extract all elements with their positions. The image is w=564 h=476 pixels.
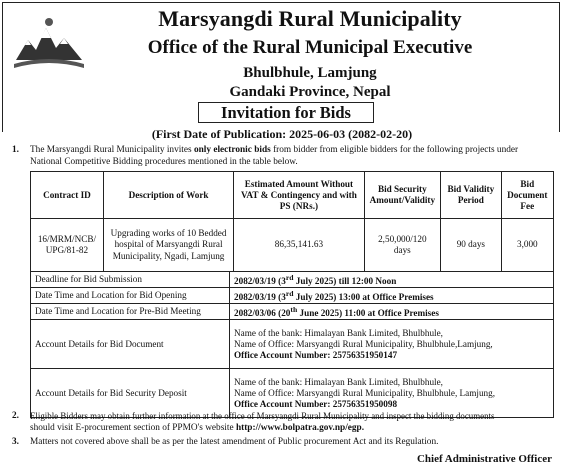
item-1-text-a: The Marsyangdi Rural Municipality invites <box>30 145 194 155</box>
value-sup: th <box>290 305 298 315</box>
header-bid-security: Bid Security Amount/Validity <box>364 172 440 219</box>
item-2-text: Eligible Bidders may obtain further information at the office of Marsyangdi Rural Municipality and inspect the bidding documents <box>30 411 495 421</box>
validity-period: 90 days <box>441 219 502 272</box>
item-2-number: 2. <box>12 411 19 421</box>
account-number: Office Account Number: 25756351950147 <box>234 349 398 360</box>
account-label-bid-document: Account Details for Bid Document <box>31 320 230 369</box>
item-1-text-line-2: National Competitive Bidding procedures mentioned in the table below. <box>30 157 298 167</box>
header-estimated-amount: Estimated Amount Without VAT & Contingency and with PS (NRs.) <box>234 172 364 219</box>
table-row <box>31 304 554 320</box>
office-name: Office of the Rural Municipal Executive <box>147 37 473 58</box>
account-details-bid-document <box>230 320 554 369</box>
value-pre: 2082/03/06 (20 <box>234 308 291 319</box>
document-fee: 3,000 <box>501 219 553 272</box>
bid-security: 2,50,000/120 days <box>364 219 440 272</box>
table-row <box>31 272 554 288</box>
contract-id: 16/MRM/NCB/ UPG/81-82 <box>31 219 104 272</box>
value-pre: 2082/03/19 (3 <box>234 276 286 287</box>
value-post: July 2025) till 12:00 Noon <box>293 276 397 287</box>
egp-link[interactable]: http://www.bolpatra.gov.np/egp. <box>235 423 365 433</box>
item-1-text-c: from bidder from eligible bidders for the following projects under <box>270 145 519 155</box>
location-line-2: Gandaki Province, Nepal <box>229 84 391 100</box>
notice-title: Invitation for Bids <box>198 102 374 123</box>
value-sup: rd <box>285 273 294 282</box>
schedule-label: Deadline for Bid Submission <box>31 272 230 288</box>
header-description: Description of Work <box>103 172 233 219</box>
municipality-emblem-icon <box>10 14 88 70</box>
table-row <box>31 288 554 304</box>
schedule-label: Date Time and Location for Pre-Bid Meeting <box>31 304 230 320</box>
contract-table <box>30 171 554 272</box>
schedule-value <box>230 288 554 304</box>
account-number: Office Account Number: 25756351950098 <box>234 398 398 409</box>
header-contract-id: Contract ID <box>31 172 104 219</box>
table-row <box>31 219 554 272</box>
office-name: Name of Office: Marsyangdi Rural Municipality, Bhulbhule,Lamjung, <box>234 338 493 349</box>
item-2-text-line-2 <box>30 423 556 435</box>
value-pre: 2082/03/19 (3 <box>234 292 286 303</box>
item-1-text-bold: only electronic bids <box>193 145 271 155</box>
municipality-name: Marsyangdi Rural Municipality <box>158 6 462 31</box>
item-3-number: 3. <box>12 437 19 447</box>
schedule-value <box>230 304 554 320</box>
location-line-1: Bhulbhule, Lamjung <box>243 65 377 81</box>
bank-name: Name of the bank: Himalayan Bank Limited, Bhulbhule, <box>234 327 443 338</box>
value-post: July 2025) 13:00 at Office Premises <box>293 292 434 303</box>
estimated-amount: 86,35,141.63 <box>234 219 364 272</box>
signature-title: Chief Administrative Officer <box>416 453 552 465</box>
item-1-text <box>30 145 556 157</box>
bank-name: Name of the bank: Himalayan Bank Limited, Bhulbhule, <box>234 376 443 387</box>
header-validity-period: Bid Validity Period <box>441 172 502 219</box>
schedule-label: Date Time and Location for Bid Opening <box>31 288 230 304</box>
table-row <box>31 320 554 369</box>
publication-date: (First Date of Publication: 2025-06-03 (2082-02-20) <box>151 127 413 141</box>
header-document-fee: Bid Document Fee <box>501 172 553 219</box>
schedule-table <box>30 271 554 418</box>
schedule-value <box>230 272 554 288</box>
value-sup: rd <box>285 289 294 299</box>
item-2-text-a: should visit E-procurement section of PPMO's website <box>30 423 236 433</box>
office-name: Name of Office: Marsyangdi Rural Municipality, Bhulbhule, Lamjung, <box>234 387 496 398</box>
account-label-bid-security: Account Details for Bid Security Deposit <box>31 369 230 418</box>
work-description: Upgrading works of 10 Bedded hospital of Marsyangdi Rural Municipality, Ngadi, Lamjung <box>103 219 233 272</box>
contract-table-header-row <box>31 172 554 219</box>
item-1-number: 1. <box>12 145 19 155</box>
item-3-text: Matters not covered above shall be as per the latest amendment of Public procurement Act and its Regulation. <box>30 437 439 447</box>
value-post: June 2025) 11:00 at Office Premises <box>297 308 439 319</box>
